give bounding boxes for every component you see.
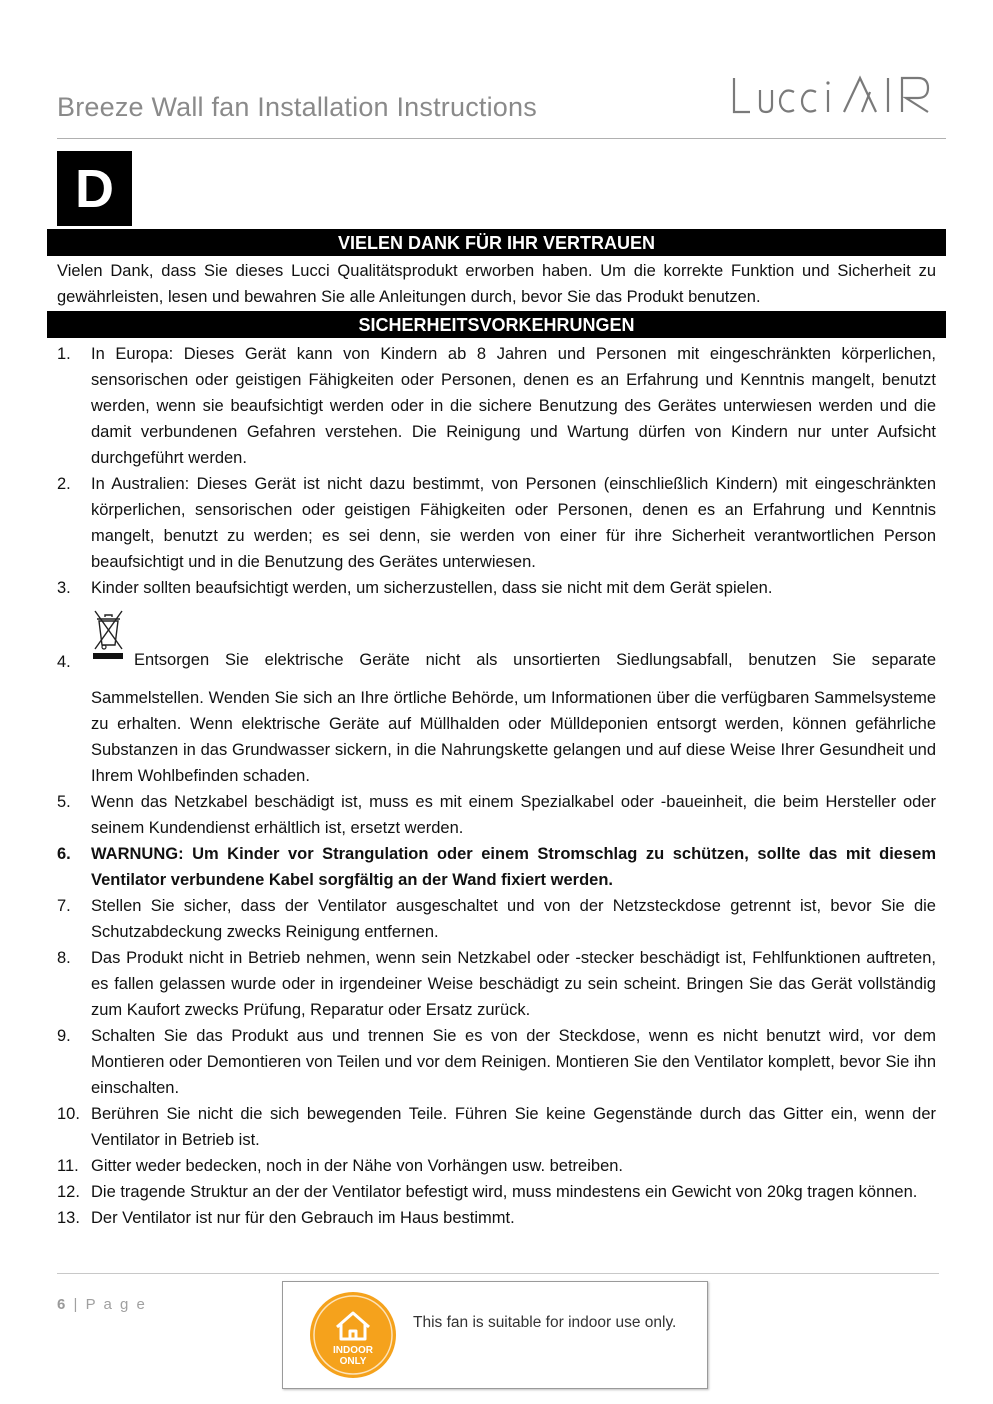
item-number: 2. <box>57 475 71 493</box>
list-item <box>57 893 936 945</box>
list-item <box>57 471 936 575</box>
list-item <box>57 607 936 789</box>
item-number: 5. <box>57 793 71 811</box>
item-text: Die tragende Struktur an der der Ventilator befestigt wird, muss mindestens ein Gewicht von 20kg tragen können. <box>91 1183 918 1201</box>
item-number: 12. <box>57 1183 80 1201</box>
thanks-heading: VIELEN DANK FÜR IHR VERTRAUEN <box>47 229 946 256</box>
item-text: In Europa: Dieses Gerät kann von Kindern ab 8 Jahren und Personen mit eingeschränkten körperlichen, sensorischen oder geistigen Fähigkeiten oder Personen, denen es an Erfahrung und Kenntnis mangelt, benutzt werden, wenn sie beaufsichtigt werden oder in die sichere Benutzung des Gerätes unterwiesen werden und die damit verbundenen Gefahren verstehen. Die Reinigung und Wartung dürfen von Kindern nur unter Aufsicht durchgeführt werden. <box>91 345 936 467</box>
thanks-paragraph: Vielen Dank, dass Sie dieses Lucci Qualitätsprodukt erworben haben. Um die korrekte Funktion und Sicherheit zu gewährleisten, lesen und bewahren Sie alle Anleitungen durch, bevor Sie das Produkt benutzen. <box>57 262 936 306</box>
item-text: Schalten Sie das Produkt aus und trennen Sie es von der Steckdose, wenn es nicht benutzt wird, vor dem Montieren oder Demontieren von Teilen und vor dem Reinigen. Montieren Sie den Ventilator komplett, bevor Sie ihn einschalten. <box>91 1027 936 1097</box>
item-text: WARNUNG: Um Kinder vor Strangulation oder einem Stromschlag zu schützen, sollte das mit diesem Ventilator verbundene Kabel sorgfältig an der Wand fixiert werden. <box>91 845 936 889</box>
list-item-warning <box>57 841 936 893</box>
item-text: Der Ventilator ist nur für den Gebrauch im Haus bestimmt. <box>91 1209 515 1227</box>
item-text: Gitter weder bedecken, noch in der Nähe von Vorhängen usw. betreiben. <box>91 1157 624 1175</box>
language-badge: D <box>57 151 132 226</box>
badge-line-1: INDOOR <box>333 1345 373 1356</box>
item-text: Stellen Sie sicher, dass der Ventilator ausgeschaltet und von der Netzsteckdose getrennt ist, bevor Sie die Schutzabdeckung zwecks Reinigung entfernen. <box>91 897 936 941</box>
footer-divider <box>57 1273 939 1274</box>
list-item <box>57 341 936 471</box>
list-item <box>57 789 936 841</box>
indoor-only-badge <box>309 1291 397 1379</box>
badge-line-2: ONLY <box>339 1356 367 1367</box>
item-number: 7. <box>57 897 71 915</box>
list-item <box>57 1023 936 1101</box>
item-text: Kinder sollten beaufsichtigt werden, um sicherzustellen, dass sie nicht mit dem Gerät spielen. <box>91 579 773 597</box>
item-number: 8. <box>57 949 71 967</box>
item-number: 10. <box>57 1105 80 1123</box>
indoor-use-notice <box>282 1281 708 1389</box>
list-item <box>57 1101 936 1153</box>
list-item <box>57 1205 936 1231</box>
item-text: Wenn das Netzkabel beschädigt ist, muss es mit einem Spezialkabel oder -baueinheit, die beim Hersteller oder seinem Kundendienst erhältlich ist, ersetzt werden. <box>91 793 936 837</box>
document-title: Breeze Wall fan Installation Instructions <box>57 92 537 122</box>
item-text: Berühren Sie nicht die sich bewegenden Teile. Führen Sie keine Gegenstände durch das Gitter ein, wenn der Ventilator in Betrieb ist. <box>91 1105 936 1149</box>
safety-list <box>57 341 936 1231</box>
item-number: 9. <box>57 1027 71 1045</box>
page-number: 6 <box>57 1296 68 1313</box>
item-number: 11. <box>57 1157 79 1175</box>
item-number: 1. <box>57 345 71 363</box>
item-number: 3. <box>57 579 71 597</box>
header-divider <box>57 138 946 139</box>
brand-logo <box>730 70 936 128</box>
list-item <box>57 575 936 601</box>
list-item <box>57 945 936 1023</box>
lucci-air-logo <box>730 70 936 120</box>
item-text: In Australien: Dieses Gerät ist nicht dazu bestimmt, von Personen (einschließlich Kindern) mit eingeschränkten körperlichen, sensorischen oder geistigen Fähigkeiten oder Personen, denen es an Erfahrung und Kenntnis mangelt, benutzt zu werden; es sei denn, sie werden von einer für ihre Sicherheit verantwortlichen Person beaufsichtigt und in die Benutzung des Gerätes unterwiesen. <box>91 475 936 571</box>
indoor-note: This fan is suitable for indoor use only. <box>413 1314 677 1331</box>
item-number: 4. <box>57 653 71 671</box>
item-text: Sammelstellen. Wenden Sie sich an Ihre örtliche Behörde, um Informationen über die verfügbaren Sammelsysteme zu erhalten. Wenn elektrische Geräte auf Müllhalden oder Mülldeponien entsorgt werden, können gefährliche Substanzen in das Grundwasser sickern, in die Nahrungskette gelangen und auf diese Weise Ihrer Gesundheit und Ihrem Wohlbefinden schaden. <box>91 689 936 785</box>
page-label: | P a g e <box>73 1296 147 1313</box>
list-item <box>57 1179 936 1205</box>
item-text-first-line: Entsorgen Sie elektrische Geräte nicht als unsortierten Siedlungsabfall, benutzen Sie separate <box>134 651 936 669</box>
item-number: 13. <box>57 1209 80 1227</box>
list-item <box>57 1153 936 1179</box>
page-footer <box>57 1296 147 1313</box>
item-number: 6. <box>57 845 71 863</box>
safety-heading: SICHERHEITSVORKEHRUNGEN <box>47 311 946 338</box>
item-text: Das Produkt nicht in Betrieb nehmen, wenn sein Netzkabel oder -stecker beschädigt ist, Fehlfunktionen auftreten, es fallen gelassen wurde oder in irgendeiner Weise beschädigt zu sein scheint. Bringen Sie das Gerät vollständig zum Kaufort zwecks Prüfung, Reparatur oder Ersatz zurück. <box>91 949 936 1019</box>
weee-crossed-bin-icon <box>91 607 125 675</box>
